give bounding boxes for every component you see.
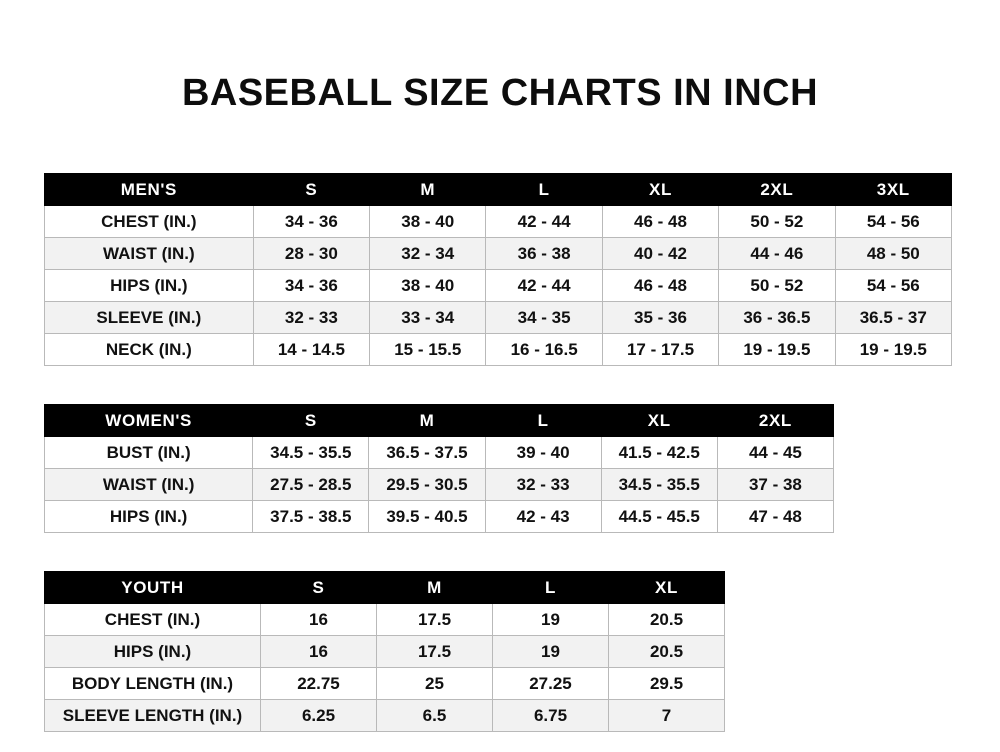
column-header: S [253,174,369,206]
table-header-row [45,572,725,604]
table-cell: 34 - 36 [253,206,369,238]
table-cell: 48 - 50 [835,238,951,270]
table-cell: 16 - 16.5 [486,334,602,366]
column-header: YOUTH [45,572,261,604]
table-cell: 16 [261,636,377,668]
table-cell: 47 - 48 [717,501,833,533]
column-header: L [493,572,609,604]
column-header: L [486,174,602,206]
page-title: BASEBALL SIZE CHARTS IN INCH [181,72,819,114]
table-row [45,270,952,302]
column-header: 3XL [835,174,951,206]
table-header-row [45,174,952,206]
youth-size-table [44,571,725,732]
table-cell: 17 - 17.5 [602,334,718,366]
table-cell: 6.75 [493,700,609,732]
table-cell: 14 - 14.5 [253,334,369,366]
table-cell: 36.5 - 37 [835,302,951,334]
table-cell: 34.5 - 35.5 [253,437,369,469]
table-row [45,668,725,700]
table-row [45,302,952,334]
table-cell: 44 - 46 [719,238,835,270]
row-label: HIPS (IN.) [45,636,261,668]
row-label: HIPS (IN.) [45,501,253,533]
column-header: MEN'S [45,174,254,206]
row-label: NECK (IN.) [45,334,254,366]
column-header: S [261,572,377,604]
column-header: M [377,572,493,604]
column-header: M [370,174,486,206]
row-label: CHEST (IN.) [45,206,254,238]
table-cell: 46 - 48 [602,270,718,302]
table-cell: 22.75 [261,668,377,700]
table-cell: 38 - 40 [370,270,486,302]
table-cell: 41.5 - 42.5 [601,437,717,469]
table-cell: 32 - 33 [485,469,601,501]
tables-container [0,173,1000,732]
column-header: WOMEN'S [45,405,253,437]
row-label: CHEST (IN.) [45,604,261,636]
table-cell: 42 - 44 [486,270,602,302]
table-cell: 36 - 36.5 [719,302,835,334]
table-cell: 17.5 [377,636,493,668]
column-header: 2XL [719,174,835,206]
table-cell: 19 - 19.5 [835,334,951,366]
table-row [45,636,725,668]
table-row [45,604,725,636]
table-cell: 36 - 38 [486,238,602,270]
table-cell: 50 - 52 [719,206,835,238]
table-cell: 46 - 48 [602,206,718,238]
table-cell: 19 - 19.5 [719,334,835,366]
column-header: XL [609,572,725,604]
table-cell: 27.25 [493,668,609,700]
table-cell: 50 - 52 [719,270,835,302]
table-cell: 37 - 38 [717,469,833,501]
table-cell: 32 - 33 [253,302,369,334]
table-cell: 6.25 [261,700,377,732]
table-cell: 36.5 - 37.5 [369,437,485,469]
column-header: L [485,405,601,437]
table-cell: 33 - 34 [370,302,486,334]
row-label: SLEEVE (IN.) [45,302,254,334]
table-cell: 6.5 [377,700,493,732]
table-cell: 44 - 45 [717,437,833,469]
table-cell: 29.5 [609,668,725,700]
table-cell: 25 [377,668,493,700]
column-header: 2XL [717,405,833,437]
table-row [45,469,834,501]
table-cell: 7 [609,700,725,732]
table-row [45,437,834,469]
mens-size-table [44,173,952,366]
row-label: SLEEVE LENGTH (IN.) [45,700,261,732]
table-cell: 42 - 44 [486,206,602,238]
table-cell: 17.5 [377,604,493,636]
row-label: WAIST (IN.) [45,238,254,270]
table-cell: 34 - 36 [253,270,369,302]
column-header: XL [602,174,718,206]
table-cell: 54 - 56 [835,270,951,302]
table-cell: 27.5 - 28.5 [253,469,369,501]
table-cell: 39.5 - 40.5 [369,501,485,533]
row-label: BODY LENGTH (IN.) [45,668,261,700]
table-row [45,206,952,238]
table-cell: 19 [493,636,609,668]
table-cell: 34.5 - 35.5 [601,469,717,501]
table-row [45,501,834,533]
row-label: HIPS (IN.) [45,270,254,302]
table-cell: 20.5 [609,604,725,636]
column-header: S [253,405,369,437]
row-label: WAIST (IN.) [45,469,253,501]
table-cell: 38 - 40 [370,206,486,238]
table-cell: 54 - 56 [835,206,951,238]
table-cell: 15 - 15.5 [370,334,486,366]
table-cell: 28 - 30 [253,238,369,270]
row-label: BUST (IN.) [45,437,253,469]
table-cell: 39 - 40 [485,437,601,469]
table-cell: 37.5 - 38.5 [253,501,369,533]
table-cell: 42 - 43 [485,501,601,533]
table-cell: 19 [493,604,609,636]
table-row [45,238,952,270]
table-cell: 29.5 - 30.5 [369,469,485,501]
womens-size-table [44,404,834,533]
table-row [45,334,952,366]
table-cell: 44.5 - 45.5 [601,501,717,533]
table-header-row [45,405,834,437]
table-cell: 20.5 [609,636,725,668]
column-header: M [369,405,485,437]
table-cell: 34 - 35 [486,302,602,334]
column-header: XL [601,405,717,437]
table-cell: 32 - 34 [370,238,486,270]
table-cell: 40 - 42 [602,238,718,270]
table-cell: 35 - 36 [602,302,718,334]
table-row [45,700,725,732]
table-cell: 16 [261,604,377,636]
